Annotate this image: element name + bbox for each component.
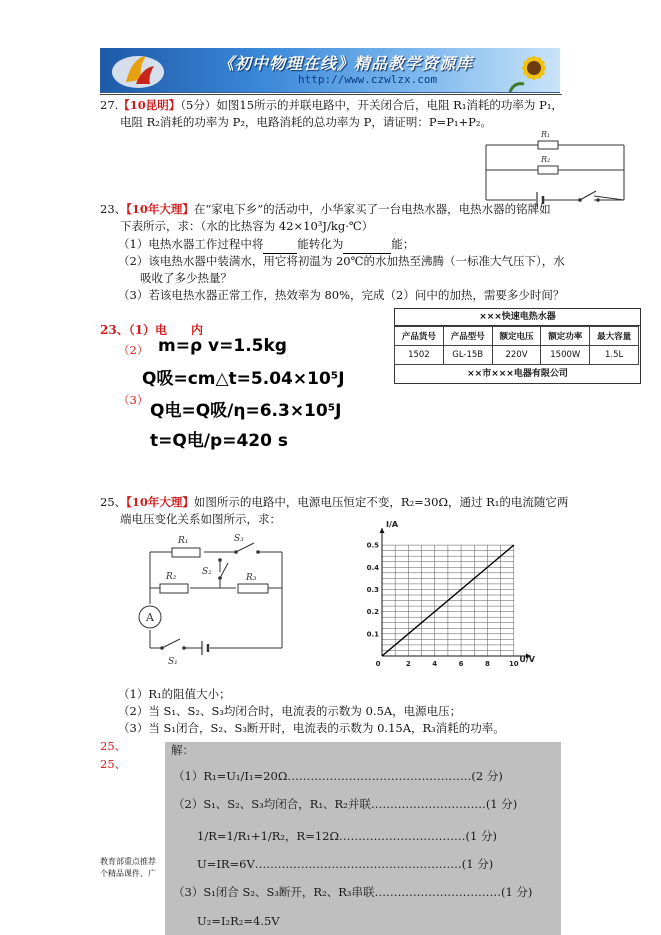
answer-jie: 解： [171, 743, 194, 757]
q25-line2: 端电压变化关系如图所示，求： [120, 512, 281, 526]
answer-line1: （1）R₁=U₁/I₁=20Ω…………………………………………(2 分) [173, 769, 503, 783]
q23-text1: 在“家电下乡”的活动中，小华家买了一台电热水器，电热水器的铭牌如 [193, 202, 551, 216]
q27-source: 【10昆明】 [118, 98, 181, 112]
q25-text1: 如图所示的电路中，电源电压恒定不变，R₂=30Ω，通过 R₁的电流随它两 [193, 495, 569, 509]
r1-label: R₁ [541, 130, 551, 139]
y-tick-label: 0.5 [366, 541, 379, 550]
q23-number: 23、 [100, 202, 127, 216]
q25-r1-resistor [172, 548, 200, 557]
q23-item3: （3）若该电热水器正常工作，热效率为 80%，完成（2）问中的加热，需要多少时间？ [118, 288, 565, 302]
q25-item1: （1）R₁的阻值大小； [118, 687, 231, 701]
s2-label: S₂ [202, 567, 212, 577]
r1-resistor [538, 141, 558, 149]
spec-value-cell: 220V [492, 346, 541, 365]
q23-item2a: （2）该电热水器中装满水，用它将初温为 20℃的水加热至沸腾（一标准大气压下），水 [118, 254, 565, 268]
ammeter-label: A [146, 611, 154, 624]
q27-circuit-diagram [480, 128, 630, 206]
q23-line1 [100, 201, 551, 218]
q23-item1-part2: 能转化为 [297, 237, 344, 251]
a23-hw3: Q电=Q吸/η=6.3×10⁵J [150, 401, 342, 421]
answer-line6: U₂=I₂R₂=4.5V [197, 914, 280, 928]
spec-table [394, 326, 639, 365]
q25-r3-resistor [238, 584, 268, 593]
answer-line4: U=IR=6V………………………………………………(1 分) [197, 857, 494, 871]
s1-lever [162, 639, 180, 648]
y-tick-label: 0.1 [366, 630, 379, 639]
x-tick-label: 0 [375, 660, 381, 668]
q27-number: 27. [100, 98, 119, 112]
answer-line2: （2）S₁、S₂、S₃均闭合，R₁、R₂并联…………………………(1 分) [173, 797, 518, 811]
spec-table-header-row [395, 327, 639, 346]
a23-label2: （2） [118, 343, 149, 357]
spec-value-cell: 1500W [541, 346, 590, 365]
q25-source: 【10年大理】 [126, 495, 194, 509]
a23-hw1: m=ρ v=1.5kg [158, 336, 287, 356]
answer-num-1: 25、 [100, 739, 127, 753]
spec-table-box [394, 308, 641, 384]
s3-label: S₃ [234, 534, 244, 544]
r2-label: R₂ [541, 155, 551, 164]
switch-lever [580, 191, 596, 200]
a23-label3: （3） [118, 393, 149, 407]
answer-scan [165, 742, 561, 935]
q23-item1-part3: 能； [391, 237, 415, 251]
chart-xlabel: U/V [519, 655, 535, 664]
header-rule [100, 94, 562, 95]
y-tick-label: 0.2 [366, 608, 379, 617]
spec-table-title: ×××快速电热水器 [395, 309, 640, 326]
y-axis-arrow [380, 528, 385, 533]
x-tick-label: 4 [432, 660, 438, 668]
q27-text1: （5分）如图15所示的并联电路中，开关闭合后，电阻 R₁消耗的功率为 P₁， [180, 98, 563, 112]
s1-label: S₁ [168, 657, 178, 667]
switch-contact-right [596, 198, 600, 202]
site-url: http://www.czwlzx.com [298, 73, 438, 86]
q25-number: 25、 [100, 495, 127, 509]
site-title: 《初中物理在线》精品教学资源库 [218, 54, 474, 73]
answer-num-2: 25、 [100, 757, 127, 771]
spec-header-cell: 额定功率 [541, 327, 590, 346]
q25-line1 [100, 494, 568, 511]
q25-r2-resistor [160, 584, 188, 593]
q25-item2: （2）当 S₁、S₂、S₃均闭合时，电流表的示数为 0.5A，电源电压； [118, 704, 462, 718]
chart-ylabel: I/A [386, 520, 399, 529]
footer-line1: 教育部重点推荐 [100, 857, 156, 866]
spec-header-cell: 产品货号 [395, 327, 444, 346]
spec-value-cell: 1.5L [590, 346, 639, 365]
header-banner [100, 48, 560, 93]
a23-hw2: Q吸=cm△t=5.04×10⁵J [142, 369, 345, 389]
answer-line3: 1/R=1/R₁+1/R₂，R=12Ω……………………………(1 分) [197, 829, 497, 843]
q25-item3: （3）当 S₁闭合，S₂、S₃断开时，电流表的示数为 0.15A，R₃消耗的功率。 [118, 721, 505, 735]
spec-value-cell: GL-15B [443, 346, 492, 365]
r2-resistor [538, 166, 558, 174]
answer-line5: （3）S₁闭合 S₂、S₃断开，R₂、R₃串联……………………………(1 分) [173, 885, 533, 899]
x-tick-label: 8 [485, 660, 490, 668]
a23-hw4: t=Q电/p=420 s [150, 431, 288, 451]
q23-item1-part1: （1）电热水器工作过程中将 [118, 237, 264, 251]
spec-header-cell: 额定电压 [492, 327, 541, 346]
sunflower-icon [504, 48, 560, 92]
q25-r3-label: R₃ [246, 573, 257, 583]
spec-table-footer: ××市×××电器有限公司 [467, 369, 568, 379]
q25-circuit-diagram [132, 530, 307, 670]
y-tick-label: 0.3 [366, 585, 379, 594]
q27-line2: 电阻 R₂消耗的功率为 P₂，电路消耗的总功率为 P，请证明：P=P₁+P₂。 [120, 115, 493, 129]
s1-contact-right [182, 646, 186, 650]
q25-r1-label: R₁ [178, 536, 189, 546]
x-tick-label: 2 [405, 660, 411, 668]
spec-header-cell: 最大容量 [590, 327, 639, 346]
a23-label1: 23、（1）电 内 [100, 323, 204, 337]
spec-value-cell: 1502 [395, 346, 444, 365]
s3-lever [236, 543, 254, 552]
s2-contact-top [218, 558, 222, 562]
spec-table-value-row [395, 346, 639, 365]
s2-lever [220, 563, 228, 578]
s3-contact-right [256, 550, 260, 554]
q23-line2: 下表所示，求：（水的比热容为 42×10³J/kg·℃） [120, 219, 374, 233]
footer-line2: 个精品课件、广 [100, 869, 156, 878]
q23-item1 [118, 236, 414, 254]
x-tick-label: 6 [458, 660, 464, 668]
blank-1 [263, 236, 297, 254]
x-tick-label: 10 [508, 660, 519, 668]
q23-source: 【10年大理】 [126, 202, 194, 216]
spec-header-cell: 产品型号 [443, 327, 492, 346]
site-logo-icon [108, 50, 168, 90]
blank-2 [343, 236, 391, 254]
y-tick-label: 0.4 [366, 563, 379, 572]
q23-item2b: 吸收了多少热量？ [140, 271, 232, 285]
q27-line1 [100, 97, 563, 114]
q25-r2-label: R₂ [166, 572, 177, 582]
iu-chart [352, 518, 537, 668]
